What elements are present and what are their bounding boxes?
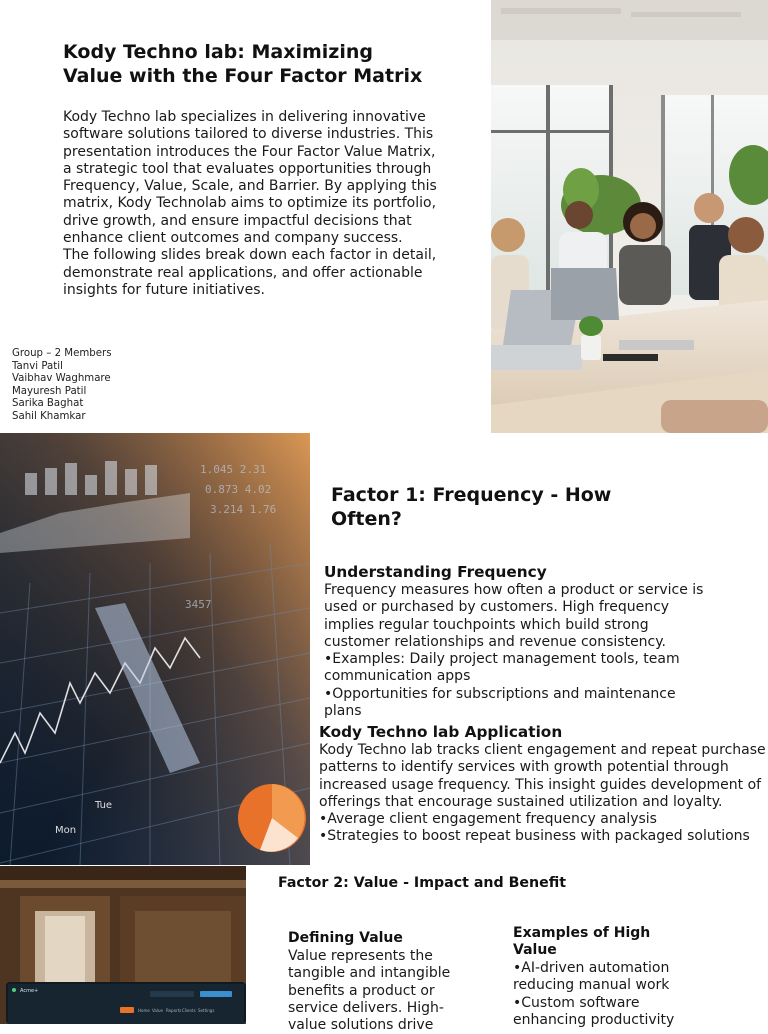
screen-tab: Settings [198, 1008, 215, 1013]
understanding-frequency-heading: Understanding Frequency [324, 563, 547, 581]
member-name: Mayuresh Patil [12, 385, 87, 397]
slide-1-title: Kody Techno lab: Maximizing Value with the Four Factor Matrix [63, 41, 423, 87]
member-name: Sarika Baghat [12, 398, 84, 410]
office-meeting-photo [491, 0, 768, 433]
financial-chart-photo [0, 433, 310, 865]
group-members [12, 348, 112, 424]
slide-2-title: Factor 1: Frequency - How Often? [331, 484, 612, 530]
screen-tab: Value [152, 1008, 163, 1013]
screen-tab: Reports [166, 1008, 182, 1013]
bullet-item: •Strategies to boost repeat business with packaged solutions [319, 828, 750, 845]
application-heading: Kody Techno lab Application [319, 723, 563, 741]
svg-text:3457: 3457 [185, 598, 212, 611]
bullet-item: •Examples: Daily project management tools, team communication apps [324, 651, 680, 685]
slide-1-body [63, 109, 443, 299]
high-value-examples-heading: Examples of High Value [513, 925, 651, 958]
bullet-item: •Opportunities for subscriptions and maintenance plans [324, 685, 676, 720]
application-body [319, 742, 767, 846]
group-label: Group – 2 Members [12, 348, 112, 359]
understanding-frequency-body [324, 582, 709, 720]
high-value-examples-body [513, 960, 698, 1029]
slide-3-title: Factor 2: Value - Impact and Benefit [278, 875, 567, 891]
slide-1-paragraph-1: Kody Techno lab specializes in delivering innovative software solutions tailored to diverse industries. This presentation introduces the Four Factor Value Matrix, a strategic tool that evaluates opportunities through Frequency, Value, Scale, and Barrier. By applying this matrix, Kody Technolab aims to optimize its portfolio, drive growth, and ensure impactful decisions that enhance client outcomes and company success. [63, 109, 437, 247]
bullet-item: •AI-driven automation reducing manual work [513, 960, 670, 994]
member-name: Sahil Khamkar [12, 410, 86, 422]
application-text: Kody Techno lab tracks client engagement and repeat purchase patterns to identify services with growth potential through increased usage frequency. This insight guides development of offerings that encourage sustained utilization and loyalty. [319, 742, 766, 810]
screen-app-title: Acme+ [20, 988, 39, 994]
bullet-item: •Custom software enhancing productivity [513, 994, 675, 1028]
defining-value-body [288, 948, 466, 1034]
svg-text:Mon: Mon [55, 825, 77, 836]
member-name: Tanvi Patil [12, 360, 63, 372]
understanding-frequency-text: Frequency measures how often a product or service is used or purchased by customers. High frequency implies regular touchpoints which build strong customer relationships and revenue consistency. [324, 582, 704, 650]
defining-value-text: Value represents the tangible and intangible benefits a product or service delivers. High-value solutions drive [288, 948, 451, 1034]
svg-text:0.873 4.02: 0.873 4.02 [205, 483, 272, 496]
bullet-item: •Average client engagement frequency analysis [319, 811, 657, 828]
screen-tab: Clients [182, 1008, 196, 1013]
slide-1-paragraph-2: The following slides break down each factor in detail, demonstrate real applications, and offer actionable insights for future initiatives. [63, 247, 437, 298]
svg-text:1.045 2.31: 1.045 2.31 [200, 463, 267, 476]
svg-text:Tue: Tue [95, 800, 113, 811]
svg-text:3.214 1.76: 3.214 1.76 [210, 503, 277, 516]
defining-value-heading: Defining Value [288, 930, 403, 946]
member-name: Vaibhav Waghmare [12, 373, 111, 385]
office-screen-photo [0, 866, 246, 1024]
screen-tab: Home [138, 1008, 150, 1013]
